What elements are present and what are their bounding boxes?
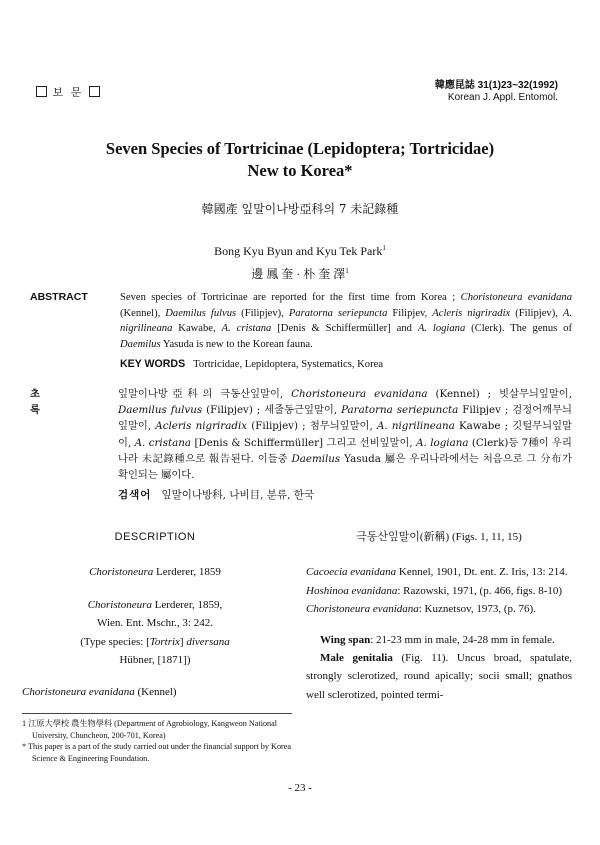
checkbox-icon	[89, 86, 100, 97]
abstract-text: Seven species of Tortricinae are reported for the first time from Korea ; Choristoneura evanidana (Kennel), Daemilus fulvus (Filipjev), Paratorna seriepuncta Filipjev, Acleris nigriradix (Filipjev), A. nigrilineana Kawabe, A. cristana [Denis & Schiffermüller] and A. logiana (Clerk). The genus of Daemilus Yasuda is new to the Korean fauna.	[120, 292, 573, 350]
paper-title-line2: New to Korea*	[247, 161, 353, 180]
keywords	[120, 358, 383, 370]
footnote-funding: * This paper is a part of the study carried out under the financial support by Korea Science & Engineering Foundation.	[22, 742, 292, 763]
wingspan-paragraph: Wing span: 21-23 mm in male, 24-28 mm in female.	[320, 633, 555, 646]
journal-citation	[435, 80, 558, 104]
genus-reference: Choristoneura Lerderer, 1859, Wien. Ent. Mschr., 3: 242. (Type species: [Tortrix] diversana Hübner, [1871])	[80, 598, 230, 667]
korean-abstract-text: 잎말이나방亞科의 극동산잎말이, Choristoneura evanidana (Kennel) ; 빗살무늬잎말이, Daemilus fulvus (Filipjev) ; 세줄동근잎말이, Paratorna seriepuncta Filipjev ; 검정어깨무늬잎말이, Acleris nigriradix (Filipjev) ; 첨무늬잎말이, A. nigrilineana Kawabe ; 깃털무늬잎말이, A. cristana [Denis & Schiffermüller] 그리고 선비잎말이, A. logiana (Clerk)등 7種이 우리나라 未記錄種으로 報告된다. 이들중 Daemilus Yasuda 屬은 우리나라에서는 처음으로 그 分布가 확인되는 屬이다.	[118, 388, 572, 482]
genitalia-paragraph: Male genitalia (Fig. 11). Uncus broad, spatulate, strongly sclerotized, round apically; socii small; gnathos well sclerotized, pointed termi-	[306, 652, 573, 701]
footnote-affiliation: 1 江原大學校 農生物學科 (Department of Agrobiology, Kangweon National University, Chuncheon, 200-701, Korea)	[22, 719, 278, 740]
korean-keywords-label: 검색어	[118, 489, 152, 501]
authors-hanja: 邊 鳳 奎 · 朴 奎 澤$^1$	[251, 267, 349, 281]
korean-abstract	[30, 386, 572, 483]
synonym-3: Choristoneura evanidana: Kuznetsov, 1973, (p. 76).	[306, 603, 536, 616]
abstract	[30, 290, 572, 352]
synonym-2: Hoshinoa evanidana: Razowski, 1971, (p. 466, figs. 8-10)	[306, 584, 563, 597]
korean-abstract-label: 초록	[30, 388, 70, 417]
korean-species-name: 극동산잎말이(新稱) (Figs. 1, 11, 15)	[356, 531, 522, 543]
species-heading: Choristoneura evanidana (Kennel)	[22, 686, 177, 699]
left-column	[22, 528, 288, 702]
paper-title-line1: Seven Species of Tortricinae (Lepidoptera; Tortricidae)	[105, 139, 495, 158]
korean-keywords	[118, 487, 314, 502]
keywords-text: Tortricidae, Lepidoptera, Systematics, Korea	[193, 359, 384, 370]
article-type-label: 보 문	[52, 86, 84, 99]
journal-name: Korean J. Appl. Entomol.	[447, 92, 558, 103]
genus-heading: Choristoneura Lerderer, 1859	[89, 566, 221, 579]
paper-title	[0, 138, 600, 182]
right-column	[306, 528, 572, 704]
authors	[0, 238, 600, 284]
footnotes	[22, 713, 292, 764]
checkbox-icon	[36, 86, 47, 97]
abstract-label: ABSTRACT	[30, 291, 88, 303]
article-type-tag	[36, 84, 100, 100]
korean-keywords-text: 잎말이나방科, 나비目, 분류, 한국	[161, 489, 315, 501]
page-number: - 23 -	[288, 782, 312, 794]
keywords-label: KEY WORDS	[120, 358, 186, 370]
synonym-1: Cacoecia evanidana Kennel, 1901, Dt. ent. Z. Iris, 13: 214.	[306, 566, 568, 579]
description-heading: DESCRIPTION	[114, 531, 196, 543]
journal-volume: 韓應昆誌 31(1)23~32(1992)	[434, 80, 558, 91]
authors-english: Bong Kyu Byun and Kyu Tek Park$^1$	[214, 244, 386, 258]
korean-title: 韓國產 잎말이나방亞科의 7 未記錄種	[201, 202, 399, 216]
